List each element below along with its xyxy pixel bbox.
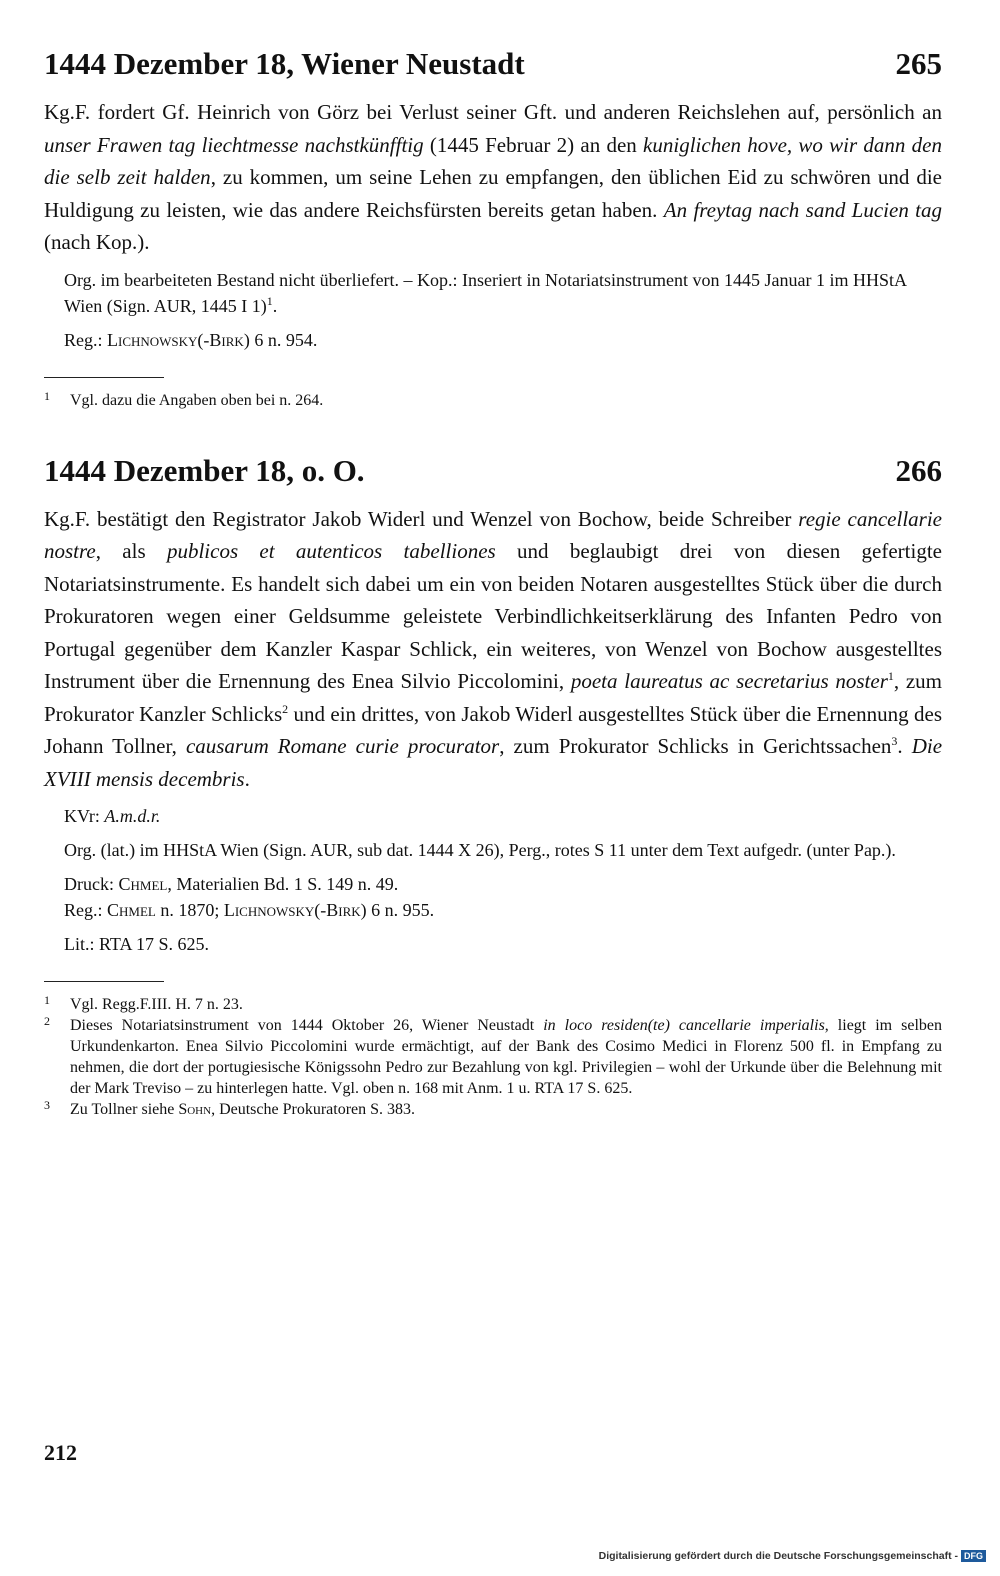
entry-body xyxy=(44,96,942,259)
entry-266 xyxy=(44,451,942,1121)
text-run: , liegt im selben Urkundenkarton. Enea Silvio Piccolomini wurde ermächtigt, auf der Bank des Cosimo Medici in Florenz 500 fl. in Empfang zu nehmen, die dort der portugiesische Königssohn Pedro zur Bezahlung von kgl. Privilegien – wohl der Urkunde über die Belehnung mit der Mark Treviso – zu hinterlegen hatte. Vgl. oben n. 168 mit Anm. 1 u. RTA 17 S. 625. xyxy=(70,1017,943,1097)
entry-265 xyxy=(44,44,942,411)
page-number: 212 xyxy=(44,1440,77,1465)
footnote-number: 3 xyxy=(44,1098,50,1112)
text-run: Zu Tollner siehe xyxy=(70,1101,179,1118)
kvr-note: KVr: A.m.d.r. xyxy=(64,806,161,826)
footnote-text xyxy=(70,994,942,1015)
dfg-logo: DFG xyxy=(961,1550,986,1562)
entry-body xyxy=(44,503,942,796)
entry-number: 266 xyxy=(895,452,942,488)
text-run: . xyxy=(244,766,250,791)
italic-quote: causarum Romane curie procurator xyxy=(185,734,500,758)
entry-number: 265 xyxy=(895,46,942,81)
text-run: , Deutsche Prokuratoren S. 383. xyxy=(211,1101,416,1118)
original-note: Org. (lat.) im HHStA Wien (Sign. AUR, sub dat. 1444 X 26), Perg., rotes S 11 unter dem Text aufgedr. (unter Pap.). xyxy=(64,840,896,860)
literature-note: Lit.: RTA 17 S. 625. xyxy=(64,934,209,954)
text-run: Kg.F. bestätigt den Registrator Jakob Widerl und Wenzel von Bochow, beide Schreiber xyxy=(44,506,799,531)
footnotes xyxy=(44,390,942,411)
original-note: Org. im bearbeiteten Bestand nicht überliefert. – Kop.: Inseriert in Notariatsinstrument von 1445 Januar 1 im HHStA Wien (Sign. AUR, 1445 I 1)$^1$. xyxy=(64,269,906,316)
footnote xyxy=(44,1015,942,1099)
footnote-number: 2 xyxy=(44,1014,50,1028)
text-run: , als xyxy=(95,539,167,563)
footnotes xyxy=(44,994,942,1120)
regest-note: Reg.: Lichnowsky(-Birk) 6 n. 954. xyxy=(64,329,318,350)
regest-note: Reg.: Chmel n. 1870; Lichnowsky(-Birk) 6 n. 955. xyxy=(64,900,435,920)
print-note: Druck: Chmel, Materialien Bd. 1 S. 149 n. 49. xyxy=(64,874,399,894)
footnote-divider xyxy=(44,377,164,378)
footnote-text: Vgl. dazu die Angaben oben bei n. 264. xyxy=(70,391,324,409)
italic-quote: publicos et autenticos tabelliones xyxy=(166,539,496,563)
footnote xyxy=(44,994,942,1015)
italic-quote: kuniglichen hove, wo wir dann den die selb zeit halden xyxy=(44,132,942,189)
text-run: . xyxy=(897,734,912,758)
italic-quote: Die XVIII mensis decembris xyxy=(44,734,943,791)
footnote xyxy=(44,390,942,411)
text-run: , zu kommen, um seine Lehen zu empfangen, den üblichen Eid zu schwören und die Huldigung zu leisten, wie das andere Reichsfürsten bereits getan haben. xyxy=(44,165,942,222)
footnote-marker: 3 xyxy=(891,734,898,748)
text-run: und beglaubigt drei von diesen gefertigte Notariatsinstrumente. Es handelt sich dabei um ein von beiden Notaren ausgestelltes Stück über die durch Prokuratoren wegen einer Geldsumme geleistete Verbindlichkeitserklärung des Infanten Pedro von Portugal gegenüber dem Kanzler Kaspar Schlick, ein weiteres, von Wenzel von Bochow ausgestelltes Instrument über die Ernennung des Enea Silvio Piccolomini, xyxy=(44,539,942,693)
italic-quote: unser Frawen tag liechtmesse nachstkünfftig xyxy=(44,132,424,157)
footer-text: Digitalisierung gefördert durch die Deutsche Forschungsgemeinschaft - xyxy=(598,1550,958,1562)
footnote-text xyxy=(70,1099,942,1120)
footnote-number: 1 xyxy=(44,388,50,403)
text-run: , zum Prokurator Kanzler Schlicks xyxy=(44,669,943,726)
author-name: Sohn xyxy=(178,1101,212,1118)
entry-title: 1444 Dezember 18, Wiener Neustadt xyxy=(44,46,525,81)
footnote xyxy=(44,1099,942,1120)
italic-quote: regie cancellarie nostre xyxy=(44,506,942,563)
text-run: , zum Prokurator Schlicks in Gerichtssachen xyxy=(499,734,892,758)
entry-title: 1444 Dezember 18, o. O. xyxy=(44,452,365,488)
footnote-text xyxy=(70,1015,942,1099)
footnote-marker: 1 xyxy=(887,669,894,683)
document-page xyxy=(44,44,942,1120)
italic-quote: An freytag nach sand Lucien tag xyxy=(663,197,943,222)
text-run: (nach Kop.). xyxy=(44,230,150,254)
text-run: (1445 Februar 2) an den xyxy=(423,132,644,157)
text-run: Dieses Notariatsinstrument von 1444 Oktober 26, Wiener Neustadt xyxy=(70,1017,544,1034)
italic-quote: poeta laureatus ac secretarius noster xyxy=(570,669,888,693)
footnote-marker: 2 xyxy=(282,701,289,716)
footnote-divider xyxy=(44,981,164,982)
entry-heading xyxy=(44,451,942,491)
text-run: Kg.F. fordert Gf. Heinrich von Görz bei Verlust seiner Gft. und anderen Reichslehen auf, persönlich an xyxy=(44,100,942,124)
italic-quote: in loco residen(te) cancellarie imperialis xyxy=(543,1017,825,1034)
text-run: Vgl. Regg.F.III. H. 7 n. 23. xyxy=(70,996,243,1013)
text-run: und ein drittes, von Jakob Widerl ausgestelltes Stück über die Ernennung des Johann Tollner, xyxy=(44,701,942,758)
entry-heading xyxy=(44,44,942,84)
footer-credit xyxy=(599,1550,986,1562)
footnote-number: 1 xyxy=(44,993,50,1007)
